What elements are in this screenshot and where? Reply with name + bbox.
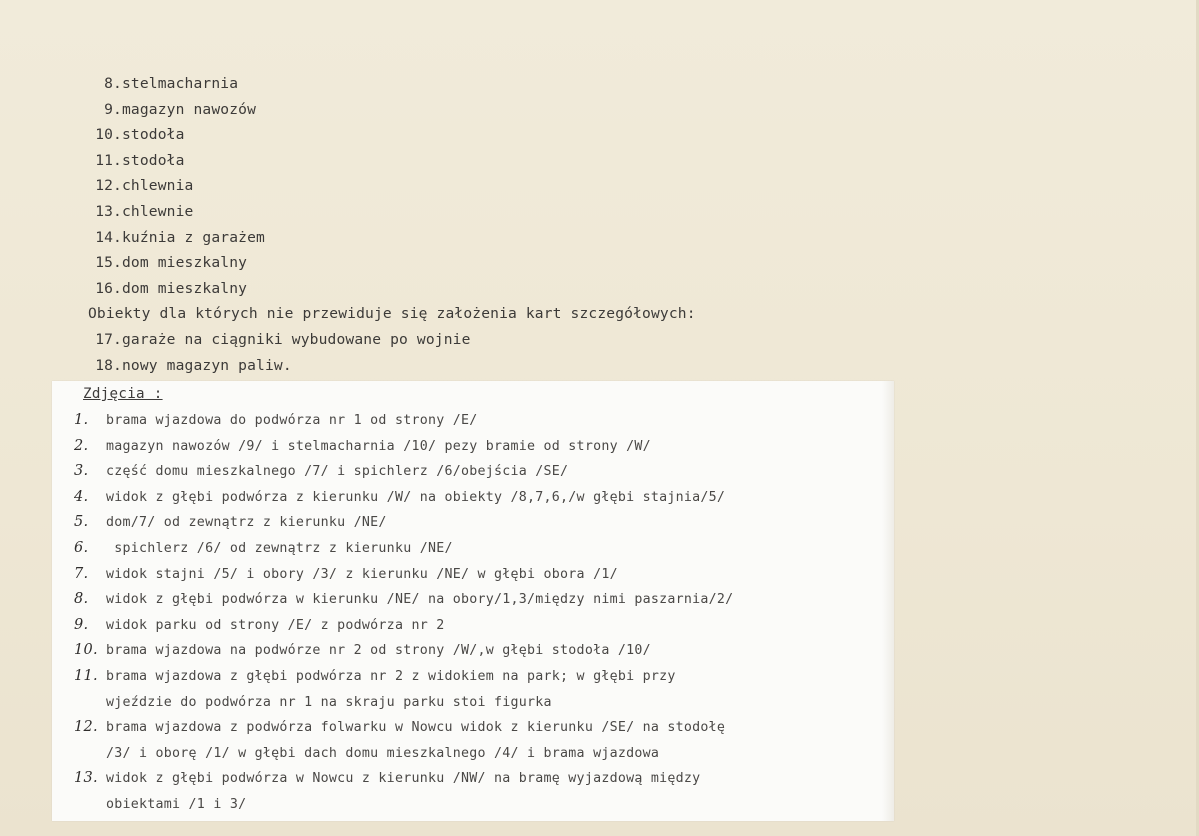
item-text: garaże na ciągniki wybudowane po wojnie xyxy=(122,330,471,348)
item-number: 12. xyxy=(95,177,122,195)
caption-text: wjeździe do podwórza nr 1 na skraju parku stoi figurka xyxy=(106,694,552,710)
caption-row xyxy=(74,613,889,639)
caption-number: 8. xyxy=(74,591,89,608)
no-cards-heading: Obiekty dla których nie przewiduje się założenia kart szczegółowych: xyxy=(88,305,696,323)
caption-text: widok stajni /5/ i obory /3/ z kierunku /NE/ w głębi obora /1/ xyxy=(106,566,618,582)
caption-text: dom/7/ od zewnątrz z kierunku /NE/ xyxy=(106,515,387,531)
caption-row xyxy=(74,510,889,536)
item-text: stodoła xyxy=(122,151,185,169)
caption-row xyxy=(74,587,889,613)
caption-number: 10. xyxy=(74,642,98,659)
list-item xyxy=(88,225,828,251)
item-number: 10. xyxy=(95,126,122,144)
caption-text: widok z głębi podwórza w Nowcu z kierunku /NW/ na bramę wyjazdową między xyxy=(106,771,701,787)
item-text: nowy magazyn paliw. xyxy=(122,356,292,374)
caption-number: 11. xyxy=(74,667,98,684)
caption-number: 12. xyxy=(74,719,98,736)
photos-title: Zdjęcia : xyxy=(83,386,163,402)
list-item xyxy=(88,173,828,199)
caption-number: 2. xyxy=(74,437,89,454)
list-item xyxy=(88,122,828,148)
caption-text: /3/ i oborę /1/ w głębi dach domu mieszkalnego /4/ i brama wjazdowa xyxy=(106,745,660,761)
list-item xyxy=(88,250,828,276)
list-item xyxy=(88,71,828,97)
caption-text: brama wjazdowa do podwórza nr 1 od strony /E/ xyxy=(106,413,478,428)
item-number: 14. xyxy=(95,228,122,246)
caption-text: widok parku od strony /E/ z podwórza nr 2 xyxy=(106,617,445,633)
caption-text: część domu mieszkalnego /7/ i spichlerz /6/obejścia /SE/ xyxy=(106,464,569,480)
item-text: stodoła xyxy=(122,126,185,144)
photo-captions-slip xyxy=(52,381,894,821)
caption-text: magazyn nawozów /9/ i stelmacharnia /10/ pezy bramie od strony /W/ xyxy=(106,438,651,454)
item-number: 18. xyxy=(95,356,122,374)
caption-number: 3. xyxy=(74,463,89,480)
item-text: chlewnie xyxy=(122,202,194,220)
list-item xyxy=(88,276,828,302)
item-number: 15. xyxy=(95,254,122,272)
caption-text: spichlerz /6/ od zewnątrz z kierunku /NE/ xyxy=(106,540,453,556)
caption-row xyxy=(74,434,889,460)
item-number: 9. xyxy=(104,100,122,118)
caption-row xyxy=(74,459,889,485)
list-item xyxy=(88,97,828,123)
caption-number: 13. xyxy=(74,770,98,787)
caption-number: 9. xyxy=(74,616,89,633)
item-number: 13. xyxy=(95,202,122,220)
caption-number: 5. xyxy=(74,514,89,531)
caption-row xyxy=(74,536,889,562)
item-text: stelmacharnia xyxy=(122,75,239,92)
caption-number: 4. xyxy=(74,488,89,505)
item-number: 16. xyxy=(95,279,122,297)
building-list xyxy=(88,71,828,378)
caption-number: 1. xyxy=(74,412,89,428)
caption-row xyxy=(74,715,889,741)
caption-row xyxy=(74,562,889,588)
caption-row-continuation xyxy=(74,741,889,767)
caption-row xyxy=(74,408,889,434)
photo-captions-list xyxy=(74,408,889,818)
item-text: kuźnia z garażem xyxy=(122,228,265,246)
caption-text: brama wjazdowa z podwórza folwarku w Nowcu widok z kierunku /SE/ na stodołę xyxy=(106,720,726,736)
caption-text: widok z głębi podwórza w kierunku /NE/ na obory/1,3/między nimi paszarnia/2/ xyxy=(106,592,734,608)
caption-text: brama wjazdowa z głębi podwórza nr 2 z widokiem na park; w głębi przy xyxy=(106,668,676,684)
caption-row xyxy=(74,766,889,792)
caption-text: widok z głębi podwórza z kierunku /W/ na obiekty /8,7,6,/w głębi stajnia/5/ xyxy=(106,489,726,505)
item-text: dom mieszkalny xyxy=(122,279,248,297)
caption-row-continuation xyxy=(74,690,889,716)
list-item xyxy=(88,353,828,379)
item-text: dom mieszkalny xyxy=(122,254,248,272)
caption-row xyxy=(74,664,889,690)
item-number: 8. xyxy=(104,75,122,92)
caption-row-continuation xyxy=(74,792,889,818)
caption-number: 6. xyxy=(74,539,89,556)
caption-row xyxy=(74,638,889,664)
item-text: magazyn nawozów xyxy=(122,100,257,118)
item-number: 17. xyxy=(95,330,122,348)
caption-text: brama wjazdowa na podwórze nr 2 od strony /W/,w głębi stodoła /10/ xyxy=(106,643,651,659)
item-text: chlewnia xyxy=(122,177,194,195)
caption-number: 7. xyxy=(74,565,89,582)
list-item xyxy=(88,199,828,225)
list-item xyxy=(88,327,828,353)
item-number: 11. xyxy=(95,151,122,169)
list-item xyxy=(88,148,828,174)
caption-text: obiektami /1 i 3/ xyxy=(106,796,247,812)
caption-row xyxy=(74,485,889,511)
